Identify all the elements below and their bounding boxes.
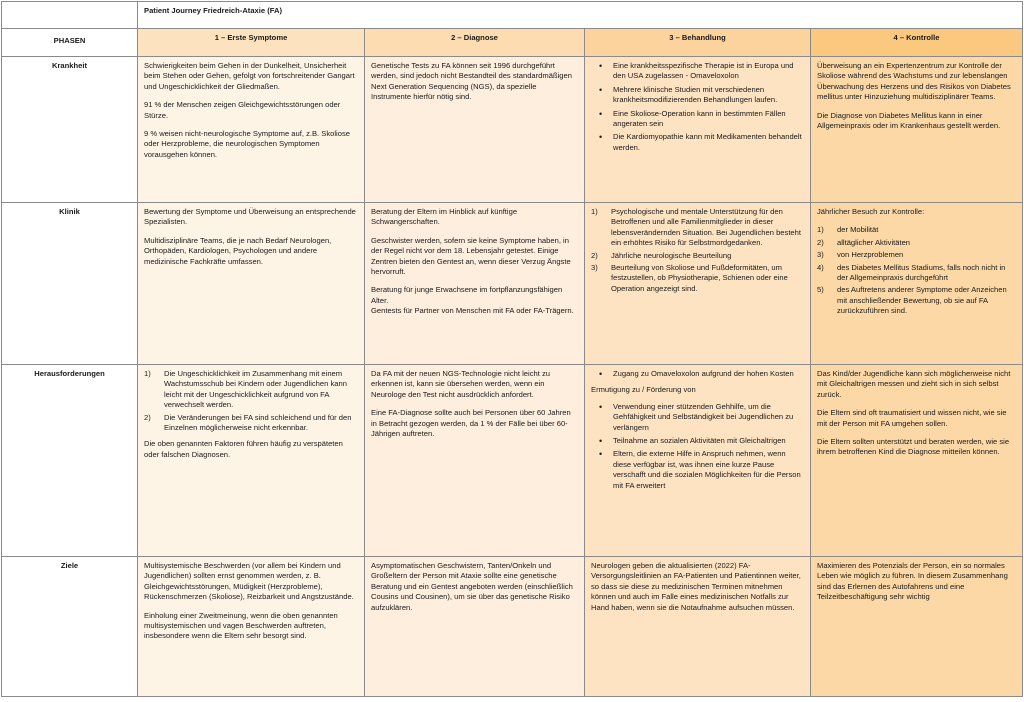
paragraph: Ermutigung zu / Förderung von — [591, 385, 696, 395]
cell-herausforderungen-kontrolle — [811, 365, 1023, 557]
list-item: • Die Kardiomyopathie kann mit Medikamenten behandelt werden. — [613, 132, 804, 153]
patient-journey-table — [1, 1, 1023, 697]
paragraph: Da FA mit der neuen NGS-Technologie nicht leicht zu erkennen ist, kann sie übersehen werden, wenn ein Neurologe den Test nicht ausdrücklich anfordert. — [371, 369, 550, 399]
paragraph: 91 % der Menschen zeigen Gleichgewichtsstörungen oder Stürze. — [144, 100, 341, 120]
list-number: 3) — [817, 250, 824, 260]
paragraph: Beratung der Eltern im Hinblick auf künftige Schwangerschaften. — [371, 207, 518, 227]
list-item — [817, 237, 1016, 248]
paragraph: Maximieren des Potenzials der Person, ein so normales Leben wie möglich zu führen. In diesem Zusammenhang sind das Erlernen des Autofahrens und eine Teilzeitbeschäftigung sehr wichtig — [817, 561, 1008, 602]
cell-herausforderungen-diagnose — [365, 365, 585, 557]
list-item: • Verwendung einer stützenden Gehhilfe, um die Gehfähigkeit und Selbständigkeit bei Jugendlichen zu verlängern — [613, 402, 804, 433]
phase-header-4: 4 – Kontrolle — [811, 29, 1023, 57]
paragraph: Das Kind/der Jugendliche kann sich möglicherweise nicht mit Gleichaltrigen messen und zieht sich in sich selbst zurück. — [817, 369, 1011, 399]
row-krankheit — [2, 57, 1023, 203]
row-ziele — [2, 557, 1023, 697]
row-label-herausforderungen: Herausforderungen — [2, 365, 138, 557]
list-item — [817, 285, 1016, 316]
corner-cell — [2, 2, 138, 29]
paragraph: Beratung für junge Erwachsene im fortpflanzungsfähigen Alter. — [371, 285, 563, 305]
paragraph: Die Eltern sollten unterstützt und beraten werden, wie sie ihrem betroffenen Kind die Diagnose mitteilen können. — [817, 437, 1010, 457]
phase-header-1: 1 – Erste Symptome — [138, 29, 365, 57]
list-item — [591, 263, 804, 294]
list-text: der Mobilität — [837, 225, 879, 235]
paragraph: Überweisung an ein Expertenzentrum zur Kontrolle der Skoliose während des Wachstums und zur lebenslangen Überwachung des Herzens und des Risikos von Diabetes mellitus unter Hinzuziehung multidisziplinärer Teams. — [817, 61, 1011, 102]
list-number: 2) — [591, 250, 598, 260]
list-number: 5) — [817, 285, 824, 295]
phases-label: PHASEN — [2, 29, 138, 57]
cell-ziele-diagnose — [365, 557, 585, 697]
bullet-list — [591, 61, 804, 153]
list-number: 2) — [144, 412, 151, 422]
list-item: • Eine krankheitsspezifische Therapie ist in Europa und den USA zugelassen - Omaveloxolon — [613, 61, 804, 82]
bullet-list — [591, 369, 804, 379]
list-item — [817, 250, 1016, 260]
cell-klinik-symptome — [138, 203, 365, 365]
list-item — [591, 207, 804, 249]
paragraph: Die Diagnose von Diabetes Mellitus kann in einer Allgemeinpraxis oder im Krankenhaus gestellt werden. — [817, 110, 1001, 131]
list-item — [817, 225, 1016, 235]
list-number: 1) — [817, 225, 824, 235]
numbered-list — [144, 369, 358, 433]
row-herausforderungen — [2, 365, 1023, 557]
list-item: • Eltern, die externe Hilfe in Anspruch nehmen, wenn diese verfügbar ist, was ihnen eine kurze Pause verschafft und die sozialen Möglichkeiten für die Person mit FA erweitert — [613, 449, 804, 491]
row-label-krankheit: Krankheit — [2, 57, 138, 203]
phase-header-2: 2 – Diagnose — [365, 29, 585, 57]
list-text: Psychologische und mentale Unterstützung für den Betroffenen und alle Familienmitglieder in dieser lebensverändernden Situation. Bei Jugendlichen besteht ein erhöhtes Risiko für Selbstmordgedanken. — [611, 207, 801, 248]
cell-herausforderungen-behandlung — [585, 365, 811, 557]
paragraph: Einholung einer Zweitmeinung, wenn die oben genannten multisystemischen und vagen Beschwerden auftreten, insbesondere wenn die Eltern sehr besorgt sind. — [144, 610, 338, 641]
bullet-list — [591, 402, 804, 491]
list-item: • Mehrere klinische Studien mit verschiedenen krankheitsmodifizierenden Behandlungen laufen. — [613, 85, 804, 106]
list-text: des Diabetes Mellitus Stadiums, falls noch nicht in der Allgemeinpraxis durchgeführt — [837, 262, 1006, 283]
paragraph: Multisystemische Beschwerden (vor allem bei Kindern und Jugendlichen) sollten ernst genommen werden, z. B. Gleichgewichtsstörungen, Müdigkeit (Herzprobleme), Rückenschmerzen (Skoliose), Reizbarkeit und Angstzustände. — [144, 561, 354, 602]
paragraph: Bewertung der Symptome und Überweisung an entsprechende Spezialisten. — [144, 207, 356, 227]
list-text: alltäglicher Aktivitäten — [837, 237, 911, 247]
paragraph: Asymptomatischen Geschwistern, Tanten/Onkeln und Großeltern der Person mit Ataxie sollte eine genetische Beratung und ein Gentest angeboten werden (einschließlich Cousins und Cousinen), um sie über das genetische Risiko aufzuklären. — [371, 561, 573, 612]
list-item — [144, 412, 358, 434]
list-item — [144, 369, 358, 411]
cell-krankheit-symptome — [138, 57, 365, 203]
cell-krankheit-behandlung — [585, 57, 811, 203]
list-item: • Teilnahme an sozialen Aktivitäten mit Gleichaltrigen — [613, 436, 804, 446]
list-text: Jährliche neurologische Beurteilung — [611, 250, 732, 260]
cell-herausforderungen-symptome — [138, 365, 365, 557]
paragraph: Genetische Tests zu FA können seit 1996 durchgeführt werden, sind jedoch nicht Bestandteil des standardmäßigen Next Generation Sequencing (NGS), da spezielle Instrumente hierfür nötig sind. — [371, 61, 572, 102]
paragraph: Jährlicher Besuch zur Kontrolle: — [817, 207, 925, 216]
paragraph: Schwierigkeiten beim Gehen in der Dunkelheit, Unsicherheit beim Stehen oder Gehen, gefolgt von fortschreitender Gangart und Ungeschicklichkeit der Gliedmaßen. — [144, 61, 355, 91]
paragraph: Die oben genannten Faktoren führen häufig zu verspäteten oder falschen Diagnosen. — [144, 439, 343, 459]
row-label-klinik: Klinik — [2, 203, 138, 365]
paragraph: Neurologen geben die aktualisierten (2022) FA-Versorgungsleitlinien an FA-Patienten und Patientinnen weiter, so dass sie diese zu medizinischen Terminen mitnehmen können und auch im Falle eines medizinischen Notfalls zur Hand haben, wenn sie die Notaufnahme aufsuchen müssen. — [591, 561, 801, 612]
cell-ziele-symptome — [138, 557, 365, 697]
list-text: Die Ungeschicklichkeit im Zusammenhang mit einem Wachstumsschub bei Kindern oder Jugendlichen kann leicht mit der Ungeschicklichkeit aufgrund von FA verwechselt werden. — [164, 369, 347, 410]
list-text: Beurteilung von Skoliose und Fußdeformitäten, um festzustellen, ob Physiotherapie, Schienen oder eine Operation angezeigt sind. — [611, 263, 788, 293]
cell-ziele-kontrolle — [811, 557, 1023, 697]
table-title: Patient Journey Friedreich-Ataxie (FA) — [138, 2, 1023, 29]
cell-klinik-diagnose — [365, 203, 585, 365]
paragraph: Die Eltern sind oft traumatisiert und wissen nicht, wie sie mit der Person mit FA umgehen sollen. — [817, 408, 1007, 428]
list-item — [591, 250, 804, 261]
list-number: 4) — [817, 262, 824, 272]
paragraph: 9 % weisen nicht-neurologische Symptome auf, z.B. Skoliose oder Herzprobleme, die neurologischen Symptomen vorausgehen können. — [144, 129, 350, 159]
numbered-list — [817, 225, 1016, 316]
cell-klinik-kontrolle — [811, 203, 1023, 365]
cell-ziele-behandlung — [585, 557, 811, 697]
list-item: • Zugang zu Omaveloxolon aufgrund der hohen Kosten — [613, 369, 804, 379]
paragraph: Gentests für Partner von Menschen mit FA oder FA-Trägern. — [371, 306, 574, 316]
list-number: 3) — [591, 263, 598, 273]
paragraph: Eine FA-Diagnose sollte auch bei Personen über 60 Jahren in Betracht gezogen werden, da 1 % der Fälle bei über 60-Jährigen auftreten. — [371, 408, 571, 439]
list-text: von Herzproblemen — [837, 250, 904, 260]
numbered-list — [591, 207, 804, 294]
list-item — [817, 262, 1016, 284]
cell-klinik-behandlung — [585, 203, 811, 365]
row-klinik — [2, 203, 1023, 365]
cell-krankheit-kontrolle — [811, 57, 1023, 203]
list-item: • Eine Skoliose-Operation kann in bestimmten Fällen angeraten sein — [613, 109, 804, 130]
list-text: Die Veränderungen bei FA sind schleichend und für den Einzelnen möglicherweise nicht erkennbar. — [164, 412, 352, 433]
list-number: 1) — [591, 207, 598, 216]
paragraph: Multidisziplinäre Teams, die je nach Bedarf Neurologen, Orthopäden, Kardiologen, Psychologen und andere medizinische Fachkräfte umfassen. — [144, 235, 332, 266]
list-text: des Auftretens anderer Symptome oder Anzeichen mit anschließender Bewertung, ob sie auf FA zurückzuführen sind. — [837, 285, 1007, 316]
list-number: 1) — [144, 369, 151, 378]
list-number: 2) — [817, 237, 824, 247]
phase-header-3: 3 – Behandlung — [585, 29, 811, 57]
cell-krankheit-diagnose — [365, 57, 585, 203]
row-label-ziele: Ziele — [2, 557, 138, 697]
paragraph: Geschwister werden, sofern sie keine Symptome haben, in der Regel nicht vor dem 18. Lebensjahr getestet. Einige Zentren bieten den Gentest an, wenn dieser Verzug Ängste hervorruft. — [371, 235, 571, 277]
